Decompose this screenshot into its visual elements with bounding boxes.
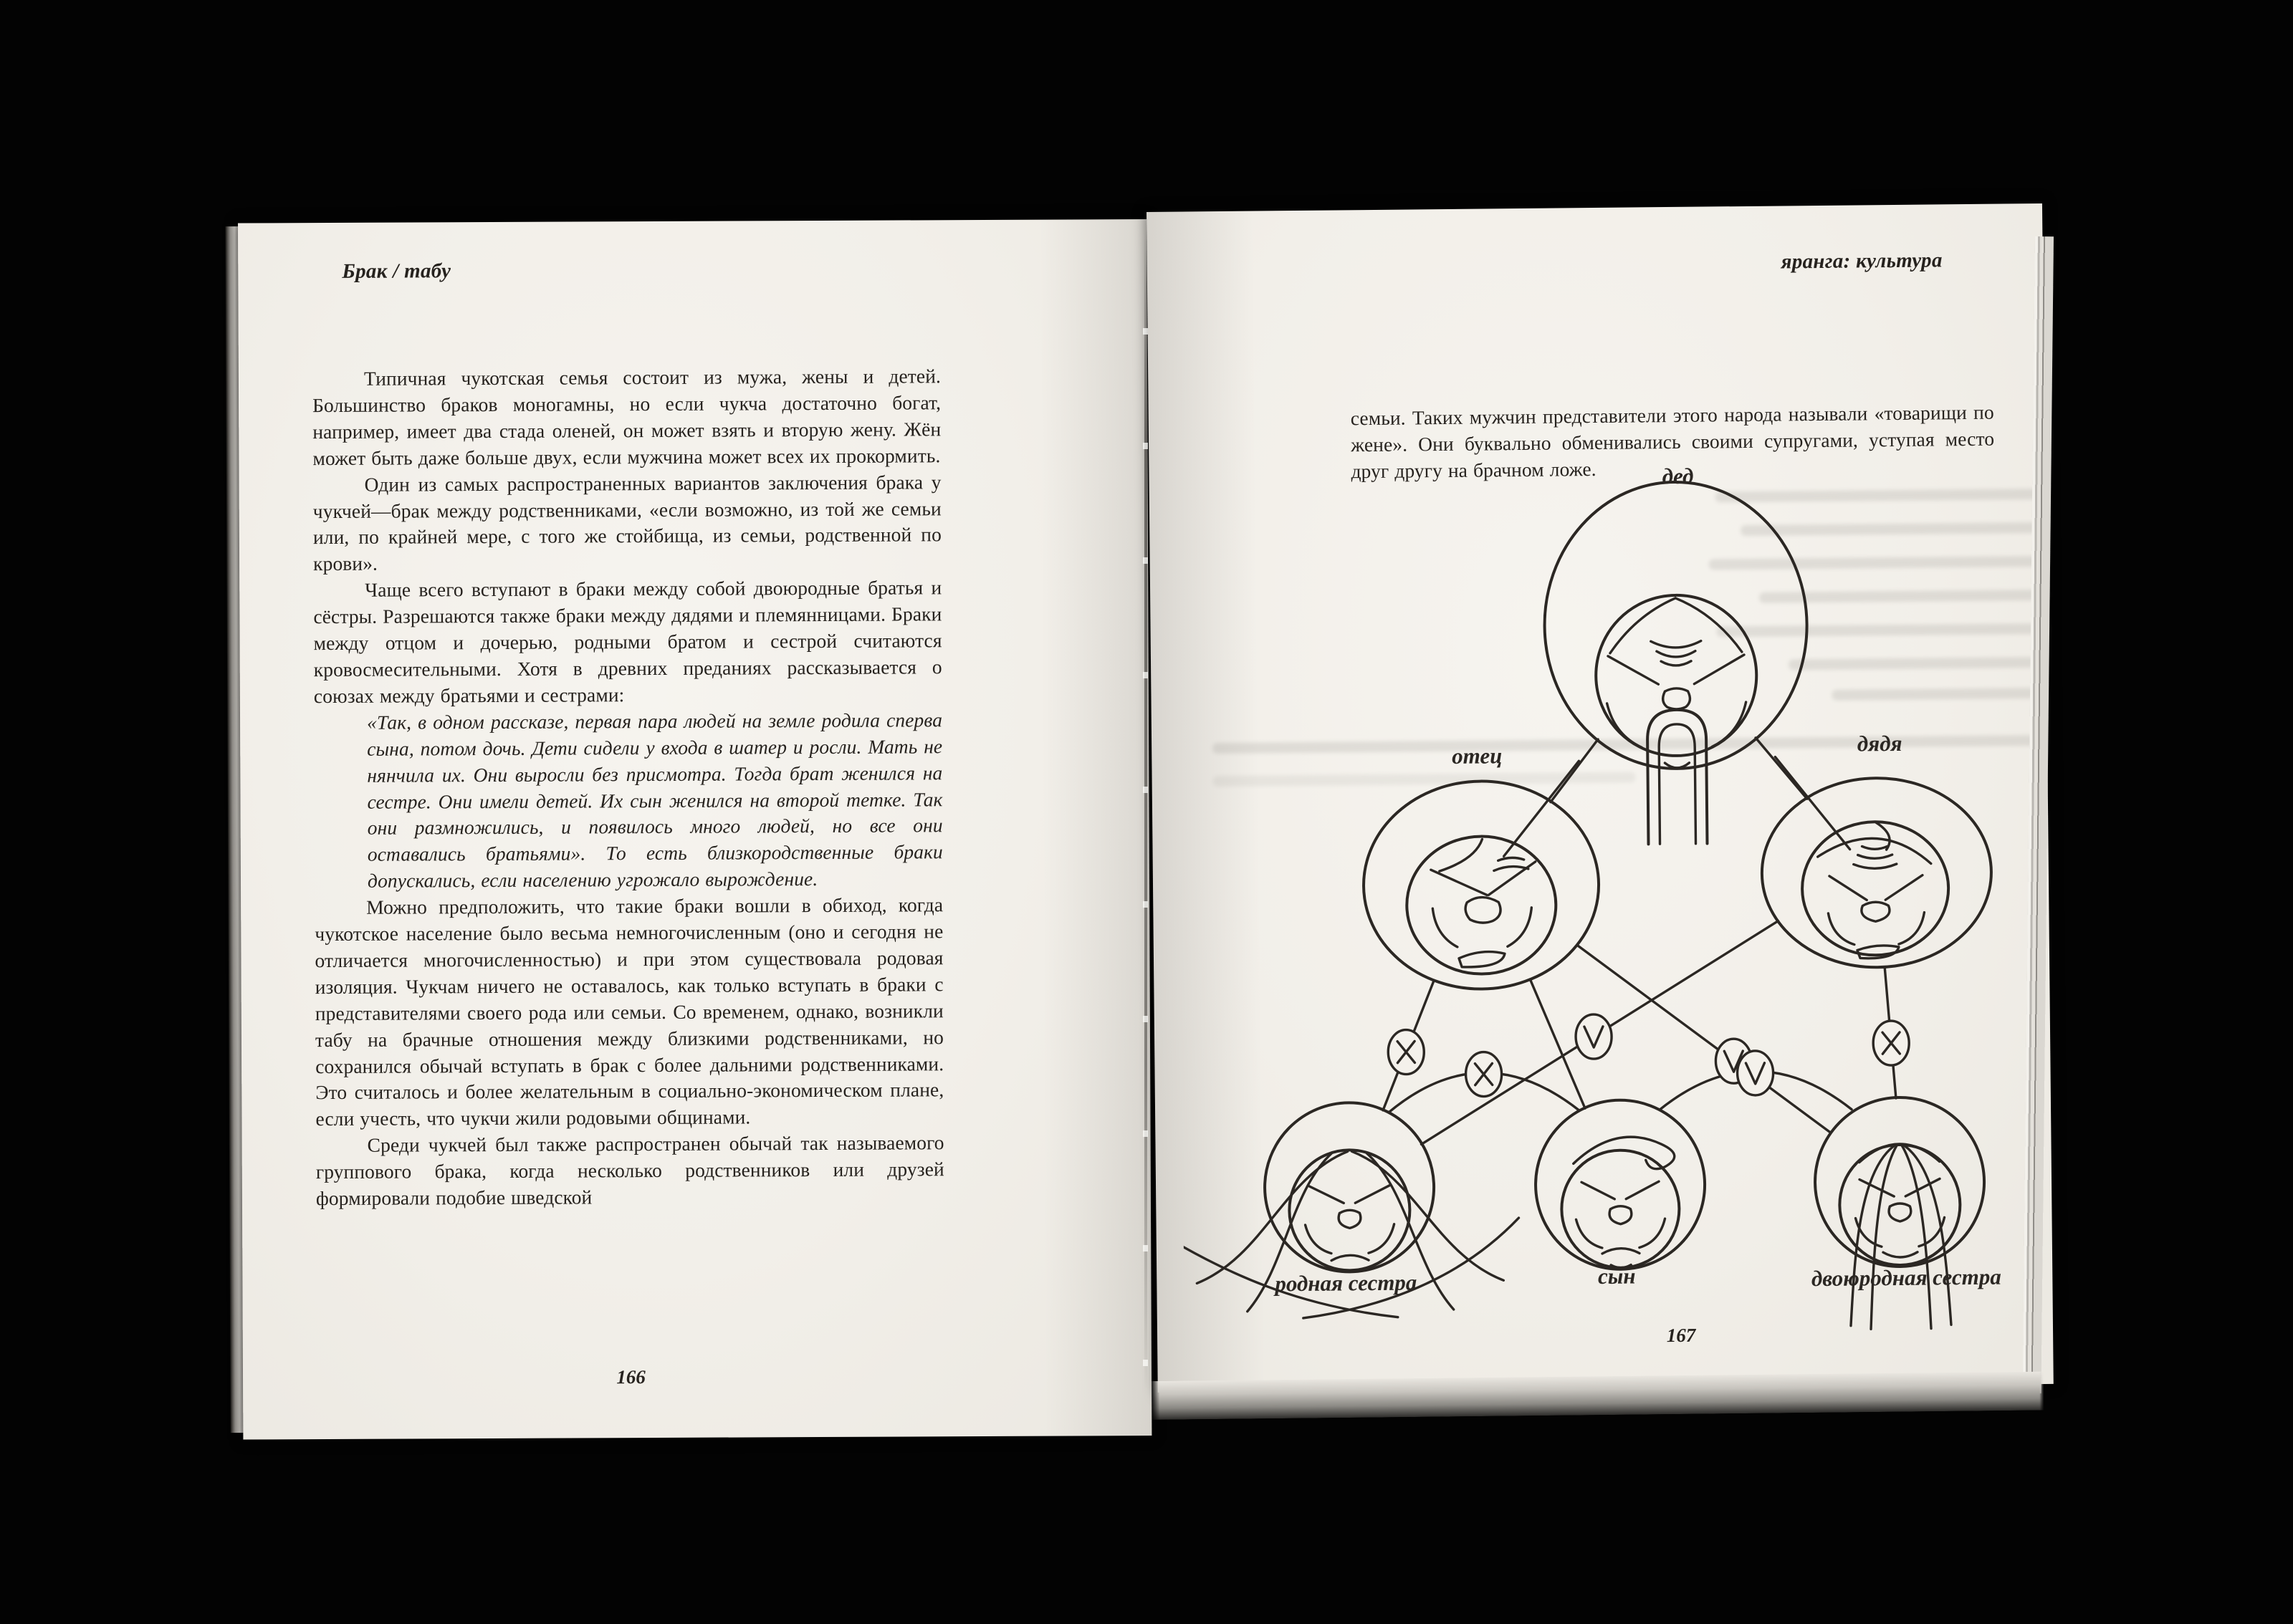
relation-marks — [1388, 1012, 1910, 1099]
face-son — [1535, 1100, 1705, 1270]
continuation-paragraph: семьи. Таких мужчин представители этого народа называли «товарищи по жене». Они буквально обменивались своими супругами, уступая место друг другу на брачном ложе. — [1350, 400, 1995, 483]
kinship-diagram — [1176, 435, 2096, 1369]
face-cousin — [1814, 1097, 1986, 1330]
forbidden-x-icon — [1388, 1029, 1425, 1074]
label-uncle: дядя — [1857, 730, 1902, 756]
right-running-head: яранга: культура — [1781, 249, 1943, 274]
label-own-sister: родная сестра — [1275, 1269, 1417, 1297]
left-running-head: Брак / табу — [342, 259, 451, 283]
left-page — [238, 219, 1152, 1440]
line-father-cousin — [1577, 943, 1831, 1135]
label-father: отец — [1452, 743, 1503, 769]
line-grandfather-father — [1550, 739, 1599, 802]
paragraph: Один из самых распространенных вариантов заключения брака у чукчей—брак между родственниками, «если возможно, из той же семьи или, по крайней мере, с того же стойбища, из семьи, родственной по крови». — [312, 470, 942, 575]
forbidden-x-icon — [1873, 1021, 1910, 1065]
left-text-block — [312, 363, 944, 1212]
right-page-number: 167 — [1666, 1324, 1696, 1347]
label-grandfather: дед — [1662, 463, 1694, 489]
forbidden-x-icon — [1465, 1052, 1502, 1096]
face-uncle — [1761, 777, 1993, 969]
face-father — [1363, 780, 1600, 990]
allowed-check-icon — [1576, 1014, 1612, 1059]
label-cousin: двоюродная сестра — [1811, 1264, 2001, 1292]
allowed-check-icon — [1737, 1051, 1773, 1095]
spine-stitches — [1143, 229, 1148, 1390]
left-page-number: 166 — [616, 1366, 646, 1388]
relation-lines — [1379, 736, 1896, 1145]
paragraph: Среди чукчей был также распространен обычай так называемого группового брака, когда несколько родственников или друзей формировали подобие шведской — [315, 1131, 944, 1210]
line-grandfather-uncle — [1756, 737, 1807, 799]
paragraph: Чаще всего вступают в браки между собой двоюродные братья и сёстры. Разрешаются также браки между дядями и племянницами. Браки между отцом и дочерью, родными братом и сестрой считаются кровосмесительными. Хотя в древних преданиях рассказывается о союзах между братьями и сестрами: — [313, 576, 942, 707]
right-page — [1146, 203, 2054, 1393]
legend-quote-paragraph: «Так, в одном рассказе, первая пара людей на земле родила сперва сына, потом дочь. Дети сидели у входа в шатер и росли. Мать не нянчила их. Они выросли без присмотра. Тогда брат женился на сестре. Они имели детей. Их сын женился на второй тетке. Так они размножились, и появилось много людей, но все они оставались братьями». То есть близкородственные браки допускались, если населению угрожало вырождение. — [366, 708, 943, 892]
label-son: сын — [1597, 1263, 1636, 1289]
paragraph: Можно предположить, что такие браки вошли в обиход, когда чукотское население было весьма немногочисленным (оно и сегодня не отличается многочисленностью) и при этом существовала родовая изоляция. Чукчам ничего не оставалось, как только вступать в браки с представителями своего рода или семьи. Со временем, однако, возникли табу на брачные отношения между близкими родственниками, но сохранился обычай вступать в брак с более дальними родственниками. Это считалось и более желательным в социально-экономическом плане, если учесть, что чукчи жили родовыми общинами. — [315, 893, 944, 1130]
paragraph: Типичная чукотская семья состоит из мужа, жены и детей. Большинство браков моногамны, но если чукча достаточно богат, например, имеет два стада оленей, он может взять и вторую жену. Жён может быть даже больше двух, если мужчина может всех их прокормить. — [312, 365, 942, 469]
